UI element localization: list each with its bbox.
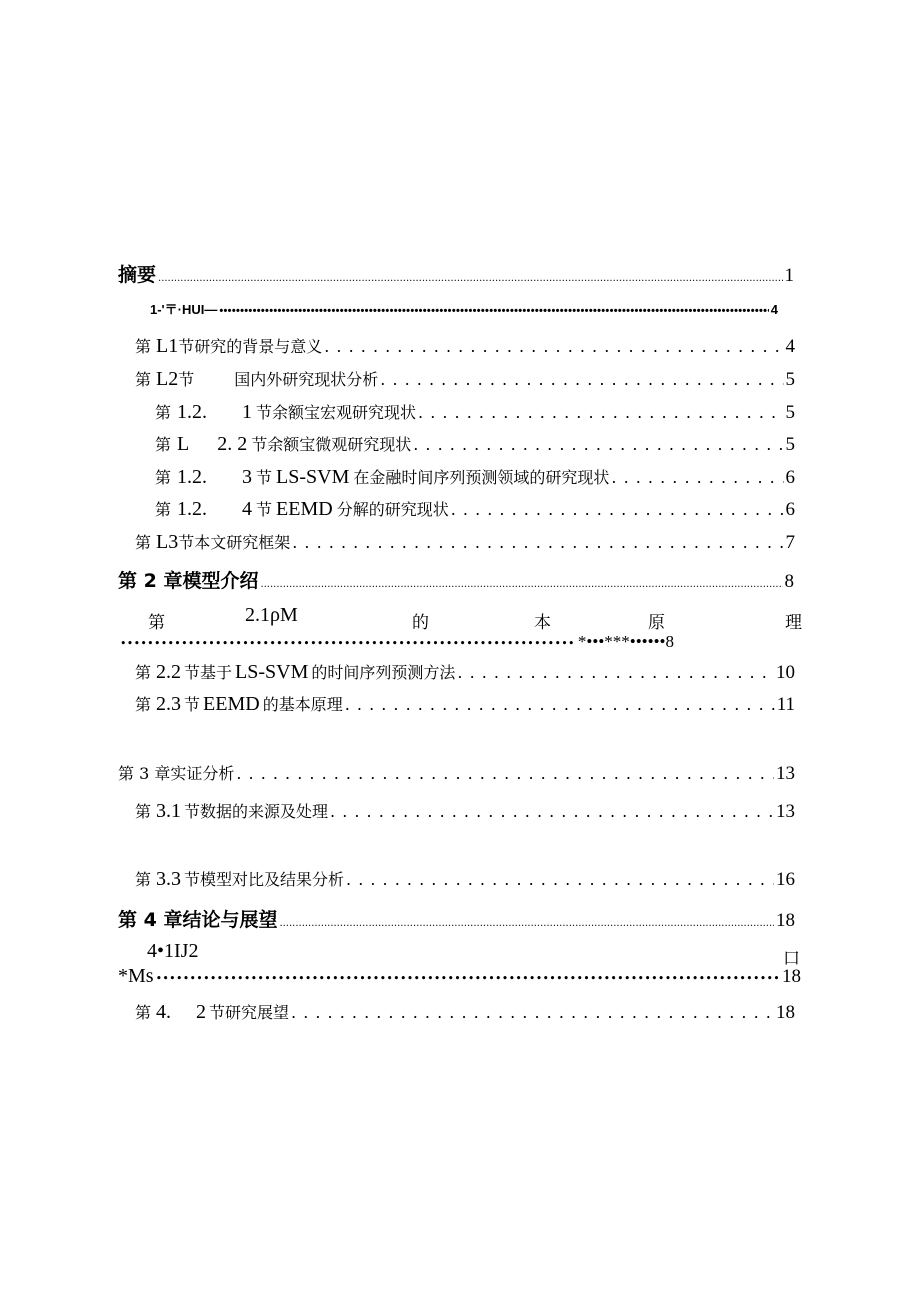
toc-leader <box>260 572 782 591</box>
toc-chapter-1[interactable] <box>150 299 778 318</box>
toc-page-number: 18 <box>776 910 795 931</box>
toc-page-number: 16 <box>776 869 795 890</box>
toc-section-number: 4•1IJ2 <box>147 940 199 962</box>
toc-section-number: 1.2. <box>177 466 208 488</box>
toc-subsection-1-2-4[interactable] <box>155 497 795 521</box>
toc-page-number: 4 <box>785 336 795 357</box>
toc-page-number: 5 <box>785 434 795 455</box>
toc-leader <box>345 695 775 714</box>
toc-section-number-2: 2 <box>196 1001 207 1023</box>
toc-section-number-2: 1 <box>242 401 253 423</box>
toc-leader <box>279 911 774 930</box>
toc-leader <box>120 632 576 651</box>
toc-section-number: 4. <box>156 1001 172 1023</box>
toc-section-title: 节模型对比及结果分析 <box>184 870 345 889</box>
toc-section-title-term: EEMD <box>276 498 333 520</box>
toc-section-title: 节 <box>184 695 201 714</box>
toc-section-title-rest: 的基本原理 <box>262 695 343 714</box>
toc-page-number: 6 <box>785 499 795 520</box>
toc-leader <box>451 500 784 519</box>
toc-word: 的 <box>412 613 429 633</box>
toc-prefix: 第 <box>135 870 152 889</box>
toc-start: *Ms <box>118 965 154 987</box>
toc-page-number: 18 <box>782 966 801 987</box>
toc-chapter-title: 第 2 章模型介绍 <box>118 570 259 592</box>
toc-section-3-1[interactable] <box>135 799 795 823</box>
toc-page-number: 13 <box>776 801 795 822</box>
toc-page-number: 1 <box>784 265 794 286</box>
toc-leader <box>418 403 783 422</box>
toc-section-title: 节基于 <box>184 663 233 682</box>
toc-section-title-term: LS-SVM <box>235 661 309 683</box>
toc-leader <box>330 802 774 821</box>
toc-prefix: 第 <box>135 337 152 356</box>
toc-prefix: 第 <box>155 500 172 519</box>
toc-leader <box>457 663 774 682</box>
toc-leader <box>156 967 780 986</box>
toc-leader <box>380 370 783 389</box>
toc-abstract[interactable] <box>118 260 794 287</box>
toc-leader <box>219 302 768 317</box>
toc-section-number: 2.2 <box>156 661 182 683</box>
toc-prefix: 第 <box>135 802 152 821</box>
toc-leader <box>324 337 783 356</box>
toc-prefix: 第 <box>155 435 172 454</box>
toc-word: 第 <box>148 613 165 633</box>
toc-continuation <box>118 632 674 652</box>
toc-section-title: 节研究的背景与意义 <box>178 337 323 356</box>
toc-section-mid: 节 <box>178 370 195 389</box>
toc-leader <box>291 1003 774 1022</box>
toc-prefix: 第 <box>135 1003 152 1022</box>
toc-prefix: 第 <box>155 403 172 422</box>
toc-leader <box>292 533 783 552</box>
toc-page-number: 5 <box>785 369 795 390</box>
toc-section-title: 节 <box>256 500 273 519</box>
toc-chapter-3[interactable] <box>118 761 795 785</box>
toc-section-1-1[interactable] <box>135 334 795 358</box>
toc-prefix: 第 <box>135 370 152 389</box>
toc-page-number: 8 <box>784 571 794 592</box>
toc-section-number: 3.1 <box>156 800 182 822</box>
toc-continuation <box>118 965 801 988</box>
toc-chapter-2[interactable] <box>118 566 794 593</box>
toc-section-title: 节 <box>256 468 273 487</box>
toc-section-number: 2.3 <box>156 693 182 715</box>
toc-chapter-1-title: 1-'〒·HUI— <box>150 302 218 317</box>
toc-section-title: 节研究展望 <box>209 1003 290 1022</box>
toc-leader <box>236 764 774 783</box>
toc-section-2-2[interactable] <box>135 660 795 684</box>
toc-page-number: 10 <box>776 662 795 683</box>
toc-word: 理 <box>785 613 802 633</box>
toc-section-title: 节余额宝宏观研究现状 <box>256 403 417 422</box>
toc-page-number: 5 <box>785 402 795 423</box>
toc-section-title: 节本文研究框架 <box>178 533 291 552</box>
toc-section-number: L3 <box>156 531 179 553</box>
toc-leader <box>158 266 782 285</box>
toc-page-number: 18 <box>776 1002 795 1023</box>
toc-word: 本 <box>534 613 551 633</box>
toc-section-1-3[interactable] <box>135 530 795 554</box>
toc-section-number: L2 <box>156 368 179 390</box>
toc-section-1-2[interactable] <box>135 367 795 391</box>
toc-section-title-term: EEMD <box>203 693 260 715</box>
toc-subsection-1-2-1[interactable] <box>155 400 795 424</box>
toc-prefix: 第 <box>135 663 152 682</box>
toc-page-number: 7 <box>785 532 795 553</box>
toc-page-number: 13 <box>776 763 795 784</box>
toc-page-number: 4 <box>770 302 778 317</box>
toc-section-number: L <box>177 433 190 455</box>
toc-prefix: 第 <box>135 533 152 552</box>
toc-section-title: 节余额宝微观研究现状 <box>251 435 412 454</box>
toc-box-glyph: 口 <box>783 949 800 969</box>
toc-word: 2.1ρM <box>245 604 298 626</box>
toc-leader <box>611 468 783 487</box>
toc-subsection-1-2-2[interactable] <box>155 432 795 456</box>
toc-prefix: 第 <box>155 468 172 487</box>
toc-page-number: 11 <box>776 694 795 715</box>
toc-section-4-2[interactable] <box>135 1000 795 1024</box>
toc-chapter-title: 第 3 章实证分析 <box>118 764 235 783</box>
toc-section-2-3[interactable] <box>135 692 795 716</box>
toc-trail: *•••***••••••8 <box>577 632 674 651</box>
toc-chapter-title: 第 4 章结论与展望 <box>118 909 278 931</box>
toc-section-number-2: 4 <box>242 498 253 520</box>
toc-section-title-rest: 在金融时间序列预测领域的研究现状 <box>353 468 610 487</box>
toc-page-number: 6 <box>785 467 795 488</box>
toc-section-3-3[interactable] <box>135 867 795 891</box>
toc-section-title: 国内外研究现状分析 <box>234 370 379 389</box>
toc-section-number: 3.3 <box>156 868 182 890</box>
toc-section-number: L1 <box>156 335 179 357</box>
toc-section-number: 1.2. <box>177 401 208 423</box>
toc-section-number-2: 2. 2 <box>217 433 248 455</box>
toc-section-number: 1.2. <box>177 498 208 520</box>
toc-subsection-1-2-3[interactable] <box>155 465 795 489</box>
toc-chapter-4[interactable] <box>118 905 795 932</box>
toc-section-number-2: 3 <box>242 466 253 488</box>
toc-leader <box>413 435 783 454</box>
toc-section-title-rest: 分解的研究现状 <box>336 500 449 519</box>
toc-word: 原 <box>648 613 665 633</box>
toc-section-title-rest: 的时间序列预测方法 <box>311 663 456 682</box>
toc-abstract-title: 摘要 <box>118 264 157 286</box>
toc-section-title-term: LS-SVM <box>276 466 350 488</box>
toc-leader <box>346 870 774 889</box>
toc-prefix: 第 <box>135 695 152 714</box>
toc-section-title: 节数据的来源及处理 <box>184 802 329 821</box>
